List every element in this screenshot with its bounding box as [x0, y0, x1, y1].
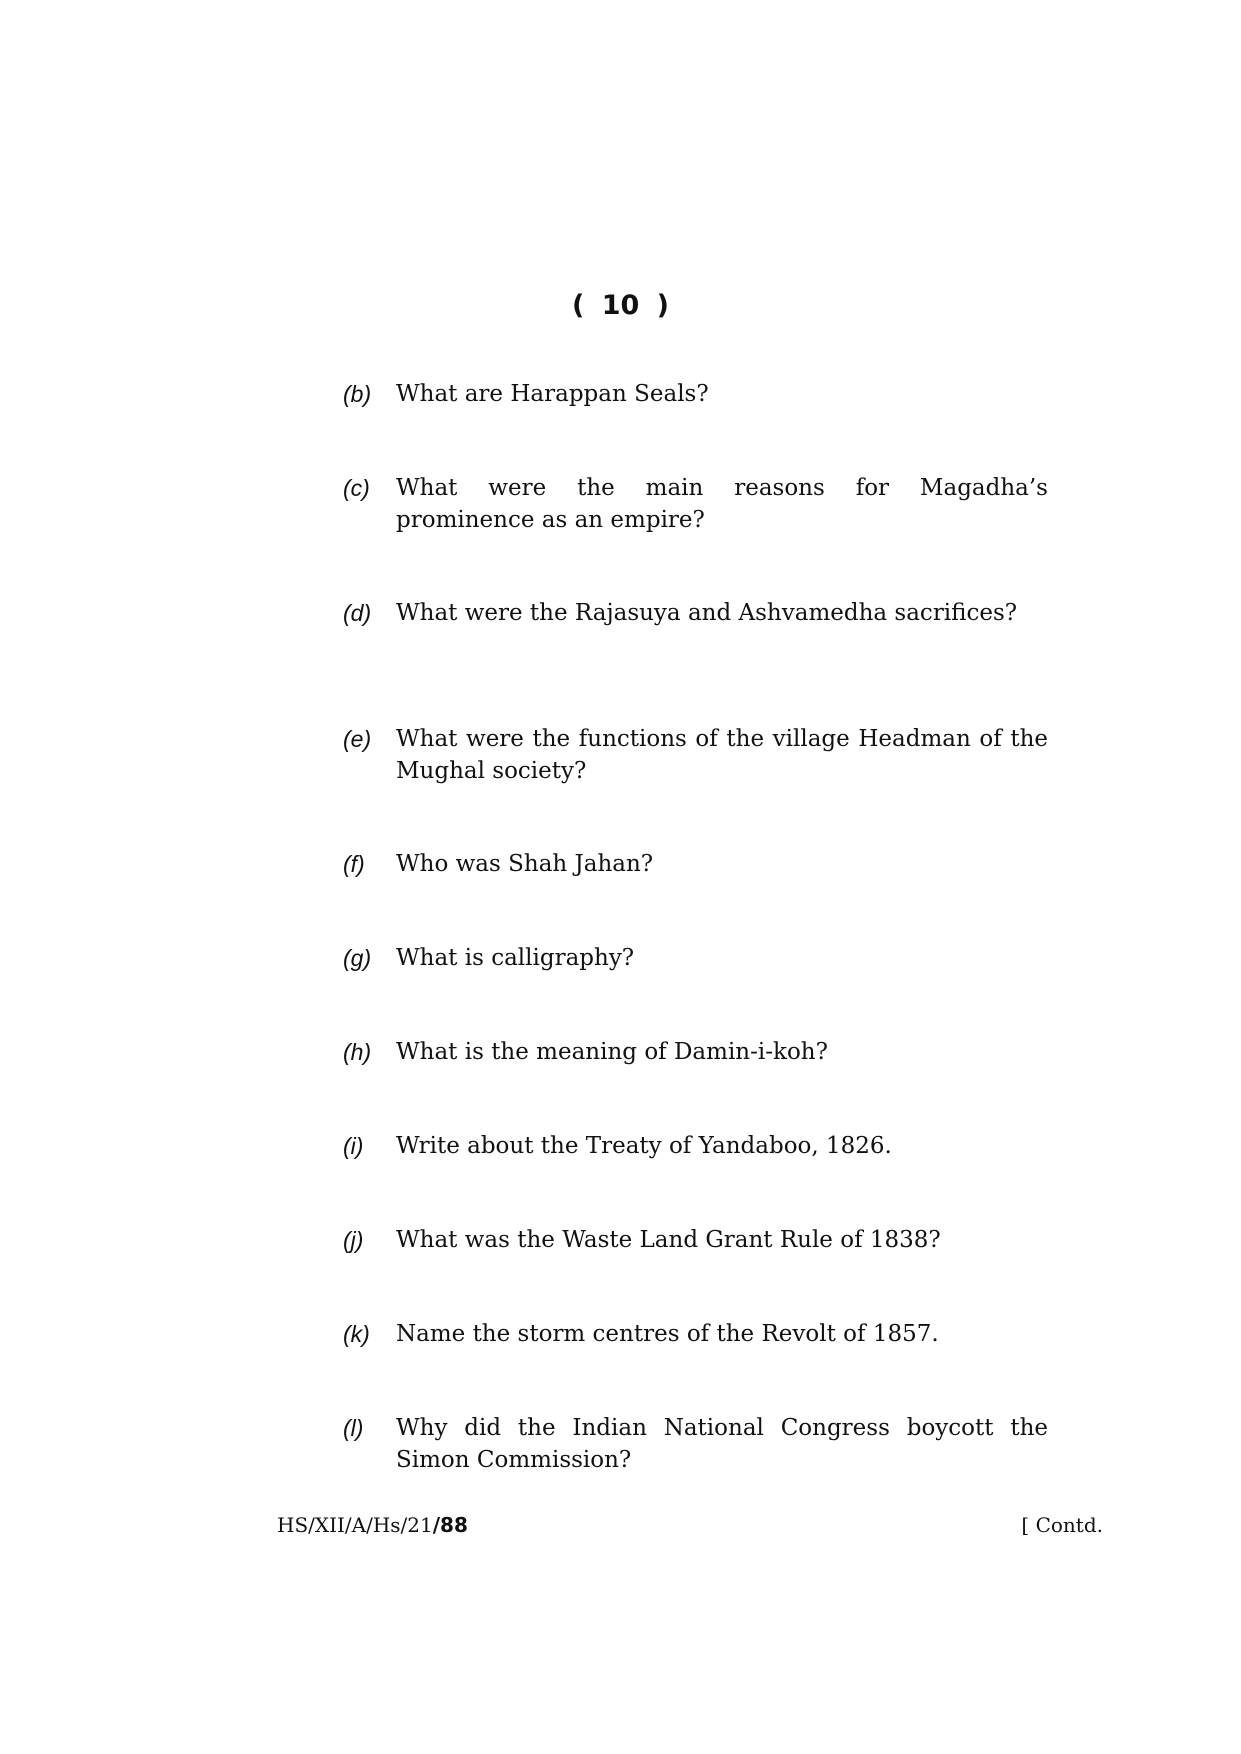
question-label: (d) — [343, 600, 372, 626]
question-c — [343, 472, 1048, 536]
question-text: What is the meaning of Damin-i-koh? — [396, 1039, 828, 1065]
question-text: What were the functions of the village Headman of the Mughal society? — [396, 726, 1048, 784]
page-number: ( 10 ) — [571, 290, 670, 321]
question-text: Why did the Indian National Congress boycott the Simon Commission? — [396, 1415, 1048, 1473]
question-text: What was the Waste Land Grant Rule of 1838? — [396, 1227, 941, 1253]
paper-code-suffix: /88 — [432, 1513, 468, 1537]
question-label: (j) — [343, 1227, 364, 1253]
question-label: (i) — [343, 1133, 364, 1159]
question-label: (b) — [343, 381, 372, 407]
question-label: (c) — [343, 475, 370, 501]
question-j — [343, 1224, 1048, 1256]
question-text: Who was Shah Jahan? — [396, 851, 654, 877]
question-b — [343, 378, 1048, 410]
question-g — [343, 942, 1048, 974]
continued-marker: [ Contd. — [1021, 1513, 1103, 1537]
question-f — [343, 848, 1048, 880]
question-text: What is calligraphy? — [396, 945, 635, 971]
question-label: (h) — [343, 1039, 372, 1065]
question-text: Name the storm centres of the Revolt of 1857. — [396, 1321, 939, 1347]
question-l — [343, 1412, 1048, 1476]
question-label: (e) — [343, 726, 372, 752]
question-label: (f) — [343, 851, 365, 877]
question-h — [343, 1036, 1048, 1068]
question-label: (k) — [343, 1321, 370, 1347]
question-text: What were the main reasons for Magadha’s prominence as an empire? — [396, 475, 1048, 533]
question-e — [343, 723, 1048, 787]
question-label: (g) — [343, 945, 372, 971]
paper-code-prefix: HS/XII/A/Hs/21 — [277, 1513, 433, 1537]
question-label: (l) — [343, 1415, 364, 1441]
question-text: Write about the Treaty of Yandaboo, 1826. — [396, 1133, 892, 1159]
question-k — [343, 1318, 1048, 1350]
question-d — [343, 597, 1048, 629]
question-text: What were the Rajasuya and Ashvamedha sacrifices? — [396, 600, 1018, 626]
question-i — [343, 1130, 1048, 1162]
question-text: What are Harappan Seals? — [396, 381, 709, 407]
paper-code — [277, 1513, 468, 1537]
